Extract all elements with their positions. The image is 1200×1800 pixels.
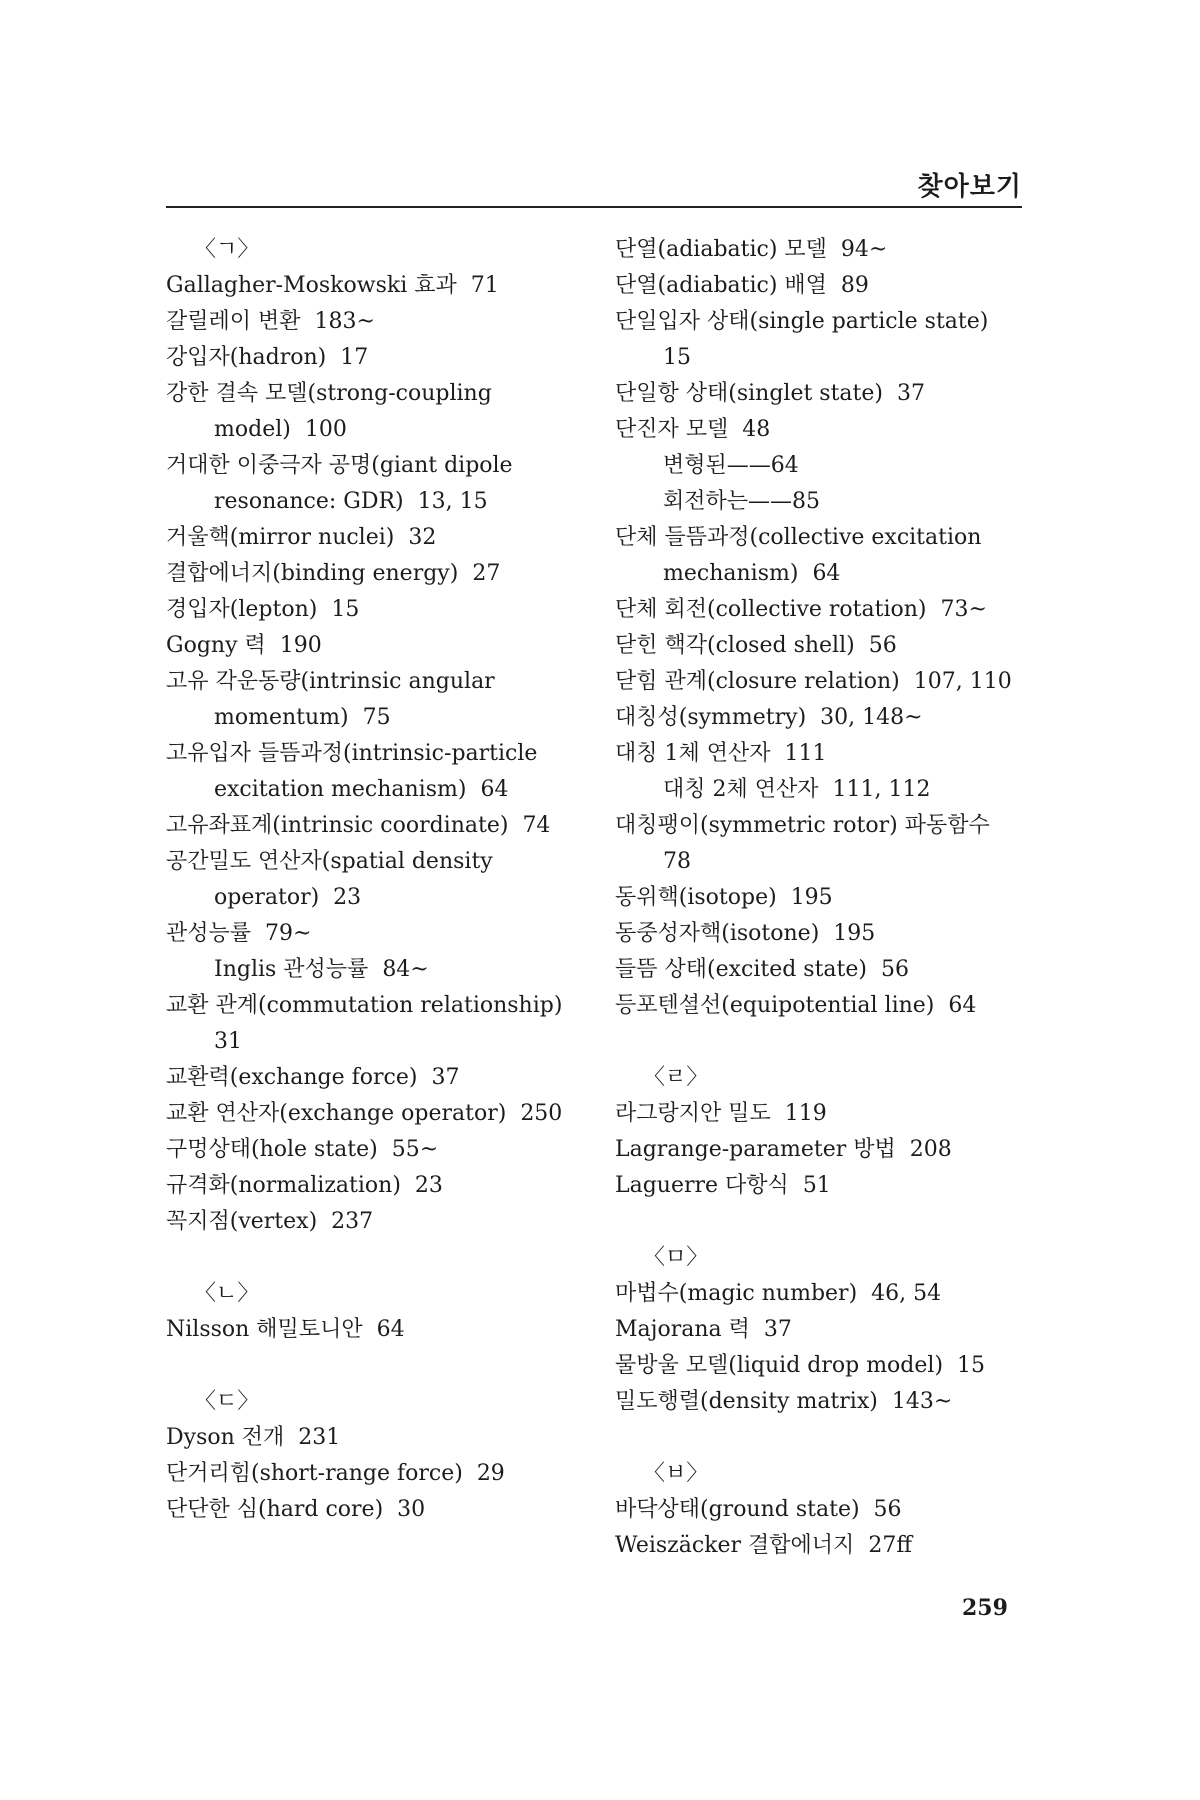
page-ref: 51 xyxy=(802,1173,831,1198)
index-entry: 들뜸 상태(excited state) 56 xyxy=(615,957,909,982)
index-entry-continuation: momentum) 75 xyxy=(214,705,391,730)
index-entry: 거울핵(mirror nuclei) 32 xyxy=(166,525,437,550)
index-entry: 단체 회전(collective rotation) 73~ xyxy=(615,597,987,622)
section-heading-bieup: 〈ㅂ〉 xyxy=(643,1461,709,1486)
page-ref: 56 xyxy=(873,1497,902,1522)
page-ref: 27ff xyxy=(868,1533,912,1558)
page-ref: 75 xyxy=(362,705,391,730)
index-entry: 단체 들뜸과정(collective excitation xyxy=(615,525,982,550)
section-heading-mieum: 〈ㅁ〉 xyxy=(643,1245,709,1270)
index-entry: 고유 각운동량(intrinsic angular xyxy=(166,669,495,694)
index-entry: 라그랑지안 밀도 119 xyxy=(615,1101,827,1126)
index-entry: Nilsson 해밀토니안 64 xyxy=(166,1317,405,1342)
header-title: 찾아보기 xyxy=(917,172,1022,202)
index-entry: Laguerre 다항식 51 xyxy=(615,1173,831,1198)
page-ref: 48 xyxy=(742,417,771,442)
index-entry: 물방울 모델(liquid drop model) 15 xyxy=(615,1353,986,1378)
index-entry: 단일항 상태(singlet state) 37 xyxy=(615,381,925,406)
index-entry: 교환 관계(commutation relationship) xyxy=(166,993,563,1018)
page-ref: 111, 112 xyxy=(832,777,931,802)
section-heading-nieun: 〈ㄴ〉 xyxy=(194,1281,260,1306)
page-ref: 94~ xyxy=(840,237,888,262)
index-entry: 단열(adiabatic) 모델 94~ xyxy=(615,237,888,262)
page-header xyxy=(166,166,1022,208)
page-ref: 100 xyxy=(304,417,347,442)
page-ref: 119 xyxy=(784,1101,827,1126)
index-subentry: 대칭 2체 연산자 111, 112 xyxy=(663,777,931,802)
index-entry: 경입자(lepton) 15 xyxy=(166,597,360,622)
section-heading-digeut: 〈ㄷ〉 xyxy=(194,1389,260,1414)
index-entry: 동위핵(isotope) 195 xyxy=(615,885,833,910)
page-ref: 64 xyxy=(376,1317,405,1342)
index-entry: 강한 결속 모델(strong-coupling xyxy=(166,381,492,406)
index-entry: 마법수(magic number) 46, 54 xyxy=(615,1281,942,1306)
page-ref: 107, 110 xyxy=(913,669,1012,694)
page-ref: 183~ xyxy=(314,309,375,334)
index-entry: 규격화(normalization) 23 xyxy=(166,1173,443,1198)
page-number: 259 xyxy=(962,1595,1008,1621)
page-ref: 30 xyxy=(397,1497,426,1522)
index-entry: 강입자(hadron) 17 xyxy=(166,345,369,370)
page-ref: 13, 15 xyxy=(417,489,488,514)
section-heading-giyeok: 〈ㄱ〉 xyxy=(194,237,260,262)
page-ref: 56 xyxy=(881,957,909,982)
page-ref: 79~ xyxy=(265,921,312,946)
page-ref: 23 xyxy=(414,1173,443,1198)
page-ref: 84~ xyxy=(382,957,429,982)
index-entry: Dyson 전개 231 xyxy=(166,1425,341,1450)
index-entry-continuation: resonance: GDR) 13, 15 xyxy=(214,489,488,514)
page-ref: 64 xyxy=(480,777,509,802)
index-entry: 단일입자 상태(single particle state) xyxy=(615,309,989,334)
index-entry: 바닥상태(ground state) 56 xyxy=(615,1497,902,1522)
index-entry: Gogny 력 190 xyxy=(166,633,322,658)
page-ref: 56 xyxy=(868,633,897,658)
index-entry-continuation: operator) 23 xyxy=(214,885,362,910)
page-ref: 208 xyxy=(909,1137,952,1162)
page-ref: 78 xyxy=(663,849,691,874)
index-entry: 관성능률 79~ xyxy=(166,921,312,946)
page-ref: 32 xyxy=(408,525,437,550)
index-entry: 공간밀도 연산자(spatial density xyxy=(166,849,493,874)
page-ref: 237 xyxy=(331,1209,374,1234)
index-entry: 구멍상태(hole state) 55~ xyxy=(166,1137,439,1162)
page-ref: 74 xyxy=(522,813,551,838)
index-entry: Majorana 력 37 xyxy=(615,1317,792,1342)
index-entry: 단단한 심(hard core) 30 xyxy=(166,1497,426,1522)
index-subentry: 회전하는——85 xyxy=(663,489,821,514)
page-ref: 55~ xyxy=(391,1137,439,1162)
page-ref: 30, 148~ xyxy=(820,705,923,730)
page-ref: 37 xyxy=(431,1065,460,1090)
index-entry: Lagrange-parameter 방법 208 xyxy=(615,1137,952,1162)
index-entry-continuation: mechanism) 64 xyxy=(663,561,841,586)
index-entry: 단진자 모델 48 xyxy=(615,417,771,442)
page-ref: 64 xyxy=(770,453,799,478)
page-ref: 46, 54 xyxy=(871,1281,942,1306)
index-entry: 대칭팽이(symmetric rotor) 파동함수 xyxy=(615,813,990,838)
page-ref: 15 xyxy=(663,345,691,370)
index-entry-continuation: excitation mechanism) 64 xyxy=(214,777,509,802)
page-ref: 85 xyxy=(792,489,821,514)
index-subentry: 변형된——64 xyxy=(663,453,799,478)
index-subentry: Inglis 관성능률 84~ xyxy=(214,957,429,982)
page-ref: 73~ xyxy=(940,597,987,622)
page-ref: 29 xyxy=(476,1461,505,1486)
page-ref: 195 xyxy=(790,885,833,910)
index-entry: 거대한 이중극자 공명(giant dipole xyxy=(166,453,513,478)
index-entry: 꼭지점(vertex) 237 xyxy=(166,1209,374,1234)
page-ref: 64 xyxy=(812,561,841,586)
index-entry: 대칭 1체 연산자 111 xyxy=(615,741,827,766)
page-ref: 15 xyxy=(331,597,360,622)
index-entry: 대칭성(symmetry) 30, 148~ xyxy=(615,705,923,730)
index-column-right xyxy=(615,232,1035,1564)
page-ref: 71 xyxy=(470,273,499,298)
index-entry: Weiszäcker 결합에너지 27ff xyxy=(615,1533,912,1558)
index-entry: 갈릴레이 변환 183~ xyxy=(166,309,375,334)
index-entry: Gallagher-Moskowski 효과 71 xyxy=(166,273,499,298)
index-entry: 밀도행렬(density matrix) 143~ xyxy=(615,1389,953,1414)
page-ref: 23 xyxy=(333,885,362,910)
index-entry: 닫힘 관계(closure relation) 107, 110 xyxy=(615,669,1012,694)
index-column-left xyxy=(166,232,586,1528)
section-heading-rieul: 〈ㄹ〉 xyxy=(643,1065,709,1090)
page-ref: 37 xyxy=(763,1317,792,1342)
page-ref: 27 xyxy=(472,561,501,586)
index-entry: 교환 연산자(exchange operator) 250 xyxy=(166,1101,563,1126)
index-entry: 고유입자 들뜸과정(intrinsic-particle xyxy=(166,741,538,766)
index-entry: 교환력(exchange force) 37 xyxy=(166,1065,460,1090)
page-ref: 143~ xyxy=(891,1389,953,1414)
index-entry: 고유좌표계(intrinsic coordinate) 74 xyxy=(166,813,551,838)
page-ref: 37 xyxy=(897,381,925,406)
page-ref: 111 xyxy=(784,741,827,766)
index-entry: 결합에너지(binding energy) 27 xyxy=(166,561,501,586)
page-ref: 31 xyxy=(214,1029,242,1054)
page-ref: 64 xyxy=(948,993,977,1018)
page-ref: 250 xyxy=(520,1101,563,1126)
page-ref: 89 xyxy=(840,273,869,298)
index-entry: 등포텐셜선(equipotential line) 64 xyxy=(615,993,977,1018)
page-ref: 17 xyxy=(340,345,369,370)
index-entry: 닫힌 핵각(closed shell) 56 xyxy=(615,633,897,658)
index-entry: 단거리힘(short-range force) 29 xyxy=(166,1461,505,1486)
page-ref: 231 xyxy=(298,1425,341,1450)
index-entry: 동중성자핵(isotone) 195 xyxy=(615,921,876,946)
index-entry-continuation: model) 100 xyxy=(214,417,347,442)
page-ref: 195 xyxy=(833,921,876,946)
index-entry: 단열(adiabatic) 배열 89 xyxy=(615,273,869,298)
page-ref: 190 xyxy=(279,633,322,658)
page-ref: 15 xyxy=(957,1353,986,1378)
